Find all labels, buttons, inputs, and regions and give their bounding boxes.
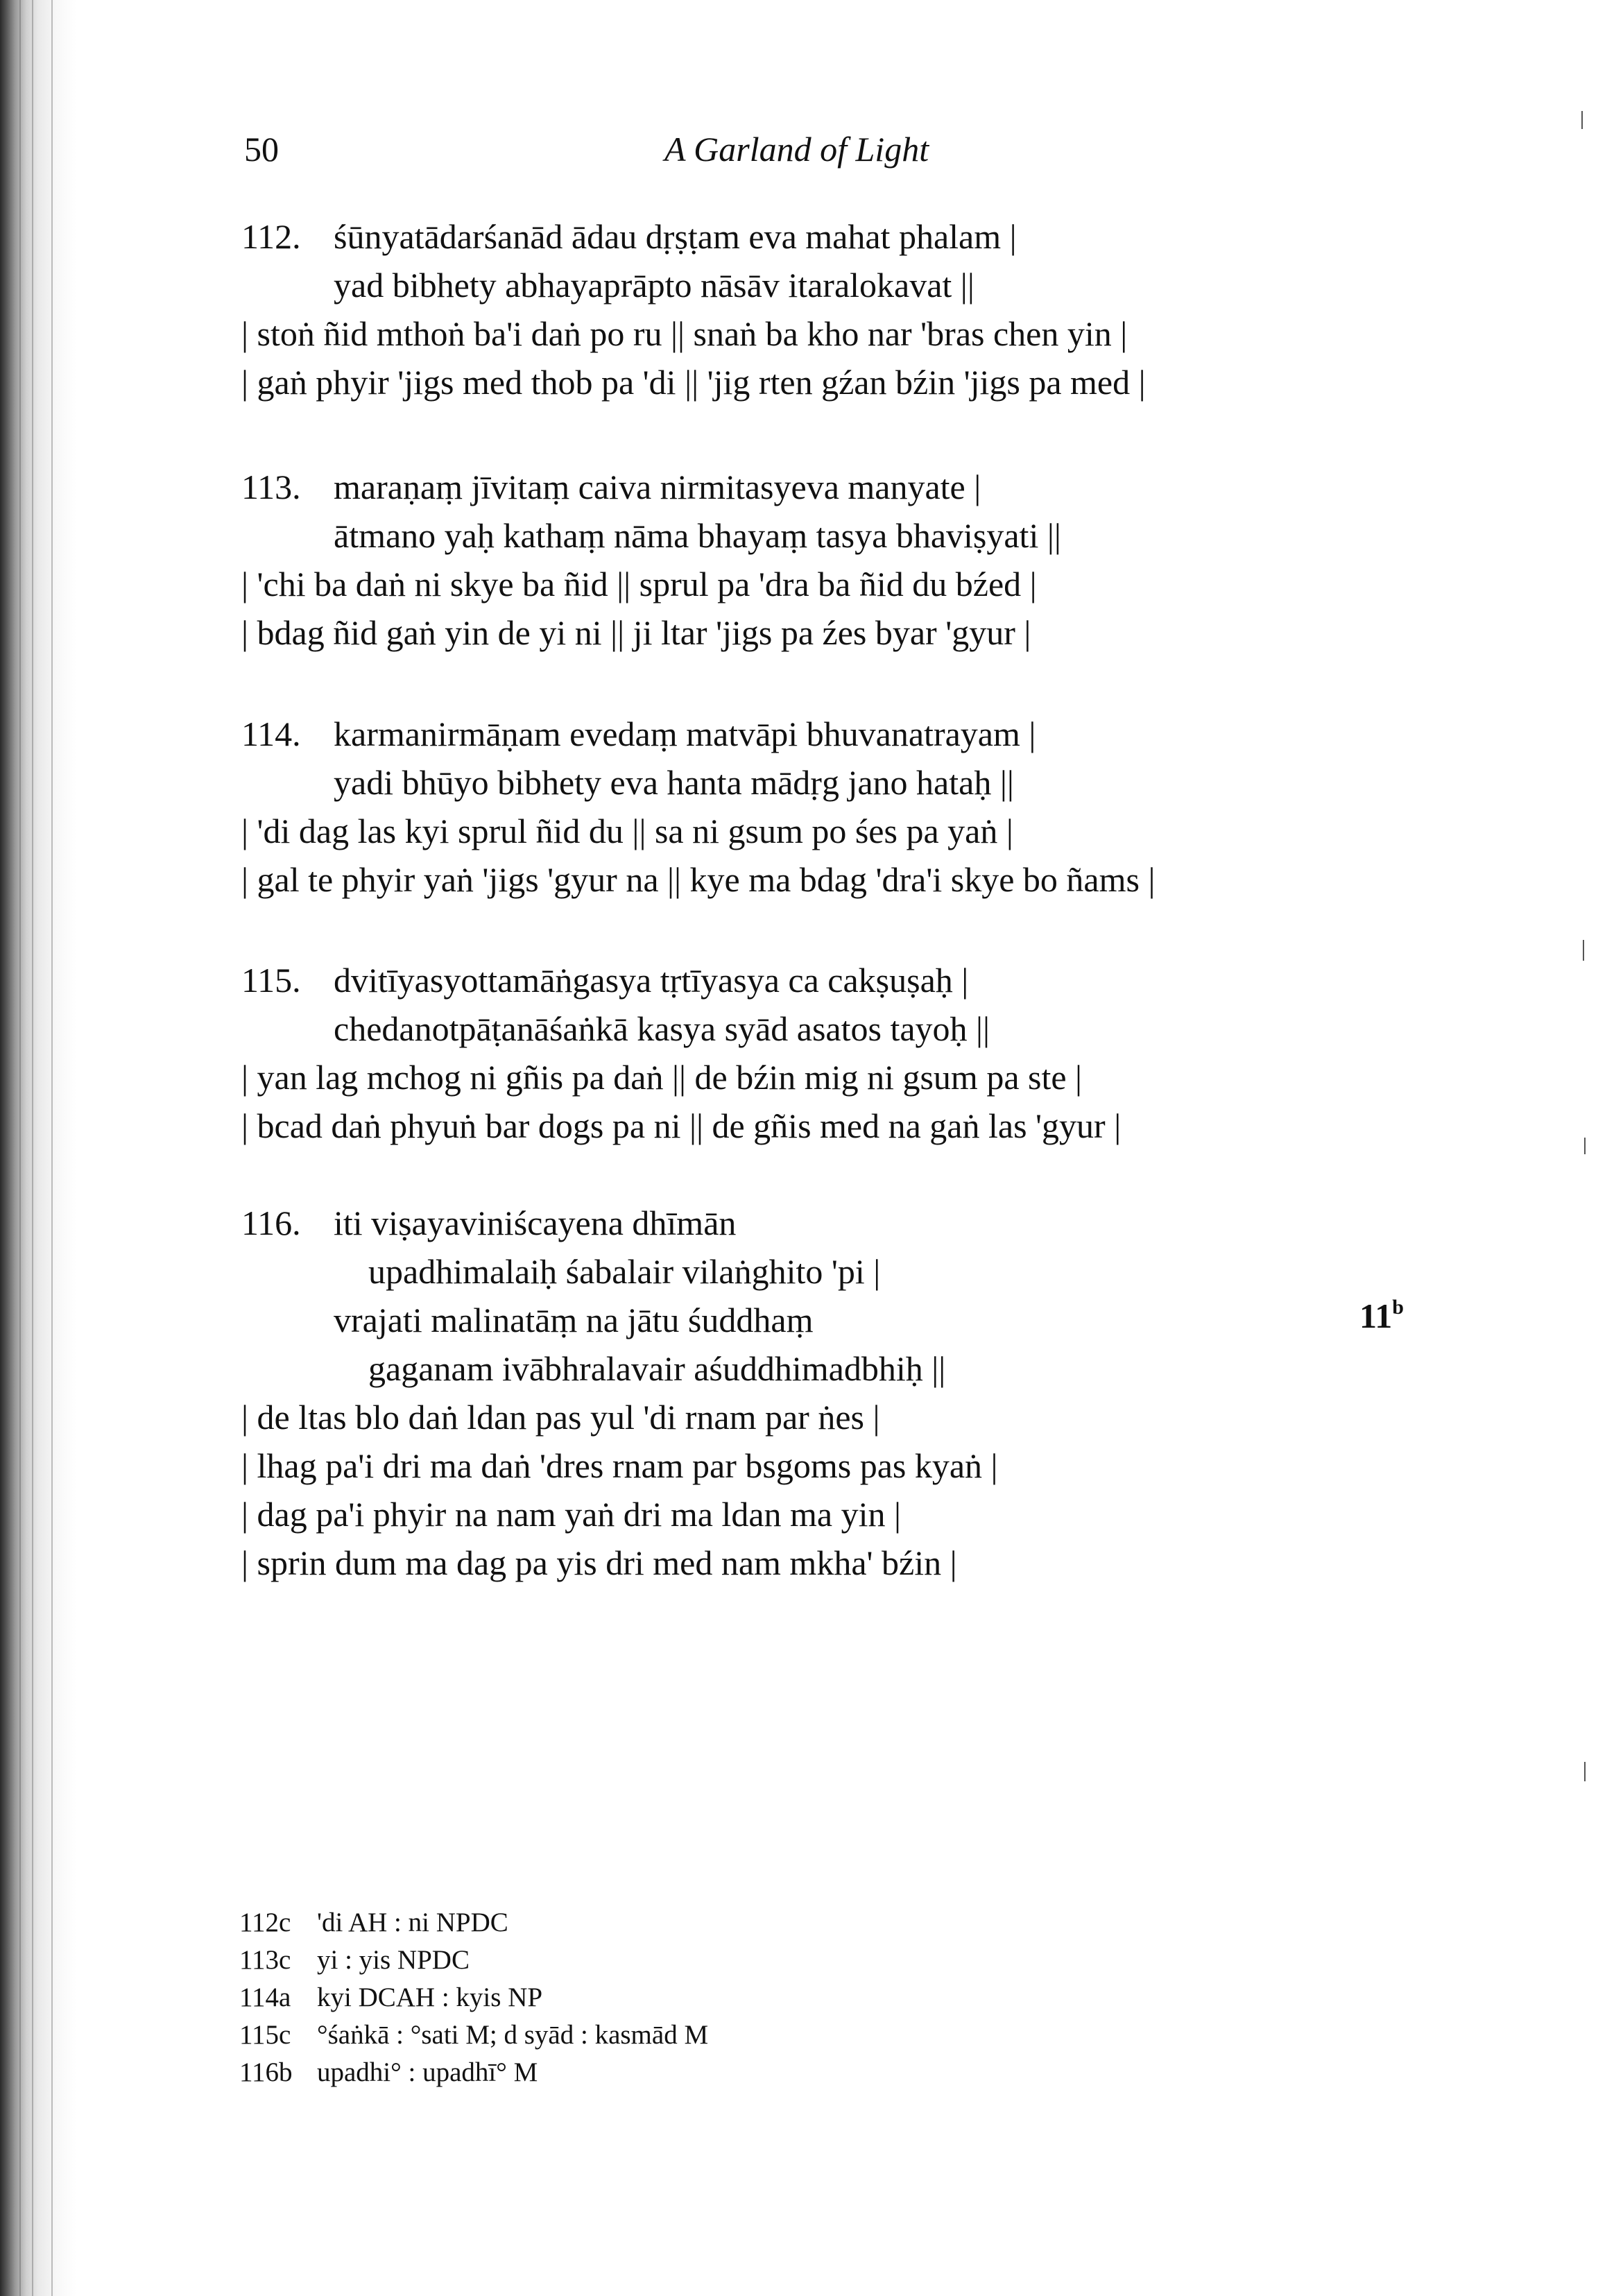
- sanskrit-line: karmanirmāṇam evedaṃ matvāpi bhuvanatrayam |: [334, 714, 1036, 753]
- scan-speck: [1584, 1138, 1586, 1154]
- tibetan-line: | gal te phyir yaṅ 'jigs 'gyur na || kye ma bdag 'dra'i skye bo ñams |: [241, 860, 1156, 899]
- scan-speck: [1584, 1762, 1586, 1781]
- footnote: [239, 1979, 542, 2016]
- sanskrit-line: dvitīyasyottamāṅgasya tṛtīyasya ca cakṣuṣaḥ |: [334, 961, 969, 1000]
- verse-number: 114.: [241, 714, 301, 753]
- folio-number: 11: [1359, 1296, 1393, 1335]
- footnote-ref: 115c: [239, 2020, 291, 2050]
- sanskrit-line: yad bibhety abhayaprāpto nāsāv itaralokavat ||: [334, 266, 974, 305]
- sanskrit-line: ātmano yaḥ kathaṃ nāma bhayaṃ tasya bhaviṣyati ||: [334, 516, 1061, 555]
- scan-speck: [1581, 111, 1583, 129]
- tibetan-line: | dag pa'i phyir na nam yaṅ dri ma ldan ma yin |: [241, 1495, 902, 1534]
- tibetan-line: | lhag pa'i dri ma daṅ 'dres rnam par bsgoms pas kyaṅ |: [241, 1446, 998, 1485]
- footnote: [239, 1904, 508, 1942]
- tibetan-line: | gaṅ phyir 'jigs med thob pa 'di || 'jig rten gźan bźin 'jigs pa med |: [241, 363, 1146, 402]
- gutter-line: [51, 0, 53, 2296]
- footnote-ref: 116b: [239, 2057, 293, 2087]
- sanskrit-line: upadhimalaiḥ śabalair vilaṅghito 'pi |: [368, 1252, 881, 1291]
- verse-number: 116.: [241, 1203, 301, 1242]
- sanskrit-line: maraṇaṃ jīvitaṃ caiva nirmitasyeva manyate |: [334, 468, 981, 506]
- book-gutter-shadow: [0, 0, 76, 2296]
- gutter-line: [19, 0, 21, 2296]
- tibetan-line: | yan lag mchog ni gñis pa daṅ || de bźin mig ni gsum pa ste |: [241, 1058, 1083, 1097]
- footnote: [239, 2016, 708, 2054]
- verse-number: 115.: [241, 961, 301, 1000]
- tibetan-line: | stoṅ ñid mthoṅ ba'i daṅ po ru || snaṅ ba kho nar 'bras chen yin |: [241, 314, 1128, 353]
- running-title: A Garland of Light: [664, 130, 929, 169]
- footnote: [239, 1942, 470, 1979]
- scan-speck: [1583, 940, 1584, 961]
- footnote-text: yi : yis NPDC: [317, 1945, 470, 1975]
- footnote: [239, 2054, 538, 2091]
- verse-number: 113.: [241, 468, 301, 506]
- footnote-ref: 114a: [239, 1982, 291, 2012]
- folio-side: b: [1392, 1296, 1404, 1319]
- footnote-ref: 113c: [239, 1945, 291, 1975]
- footnote-text: kyi DCAH : kyis NP: [317, 1982, 543, 2012]
- sanskrit-line: chedanotpāṭanāśaṅkā kasya syād asatos tayoḥ ||: [334, 1009, 990, 1048]
- sanskrit-line: vrajati malinatāṃ na jātu śuddhaṃ: [334, 1301, 814, 1339]
- tibetan-line: | bdag ñid gaṅ yin de yi ni || ji ltar 'jigs pa źes byar 'gyur |: [241, 613, 1031, 652]
- sanskrit-line: śūnyatādarśanād ādau dṛṣṭam eva mahat phalam |: [334, 217, 1017, 256]
- tibetan-line: | de ltas blo daṅ ldan pas yul 'di rnam par ṅes |: [241, 1398, 880, 1437]
- footnote-ref: 112c: [239, 1908, 291, 1937]
- sanskrit-line: iti viṣayaviniścayena dhīmān: [334, 1203, 737, 1242]
- tibetan-line: | 'chi ba daṅ ni skye ba ñid || sprul pa 'dra ba ñid du bźed |: [241, 565, 1037, 603]
- tibetan-line: | 'di dag las kyi sprul ñid du || sa ni gsum po śes pa yaṅ |: [241, 812, 1013, 850]
- footnote-text: upadhi° : upadhī° M: [317, 2057, 538, 2087]
- folio-marker: [1359, 1283, 1404, 1340]
- gutter-line: [32, 0, 33, 2296]
- footnote-text: 'di AH : ni NPDC: [317, 1908, 508, 1937]
- verse-number: 112.: [241, 217, 301, 256]
- page-number: 50: [244, 130, 279, 169]
- tibetan-line: | bcad daṅ phyuṅ bar dogs pa ni || de gñis med na gaṅ las 'gyur |: [241, 1106, 1122, 1145]
- tibetan-line: | sprin dum ma dag pa yis dri med nam mkha' bźin |: [241, 1543, 957, 1582]
- sanskrit-line: yadi bhūyo bibhety eva hanta mādṛg jano hataḥ ||: [334, 763, 1014, 802]
- footnote-text: °śaṅkā : °sati M; d syād : kasmād M: [317, 2020, 709, 2050]
- sanskrit-line: gaganam ivābhralavair aśuddhimadbhiḥ ||: [368, 1349, 946, 1388]
